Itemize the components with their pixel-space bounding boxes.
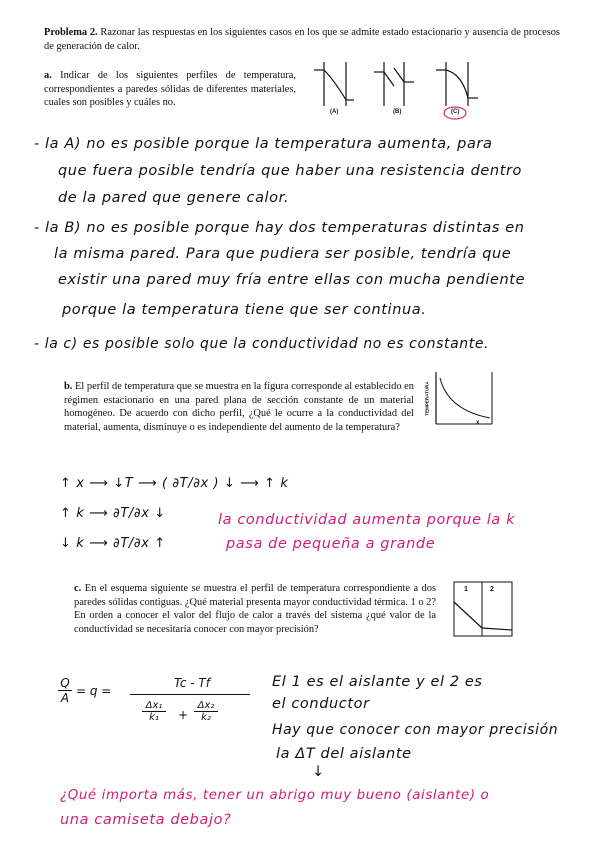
part-a-text: Indicar de los siguientes perfiles de temperatura, correspondientes a paredes sólidas de diferentes materiales, cuales son posibles y cuáles no. — [44, 70, 296, 109]
formula-plus: + — [178, 708, 189, 722]
part-c-letter: c. — [74, 583, 82, 594]
profile-c — [436, 62, 478, 106]
part-c-text: En el esquema siguiente se muestra el perfil de temperatura correspondiente a dos paredes sólidas contiguas. ¿Qué material presenta mayor conductividad térmica. 1 o 2? En orden a conocer el valor del flujo de calor a través del sistema ¿qué valor de la conductividad se necesitaría conocer con mayor precisión? — [74, 583, 436, 635]
part-a-figure — [312, 58, 492, 120]
fig-label-a: (A) — [330, 109, 339, 115]
answer-a-line-1: - la A) no es posible porque la temperatura aumenta, para — [34, 136, 493, 152]
answer-c-line-2: el conductor — [272, 696, 370, 712]
part-b-letter: b. — [64, 381, 73, 392]
question-c-line-1: ¿Qué importa más, tener un abrigo muy bueno (aislante) o — [60, 788, 490, 803]
work-b-line-1: ↑ x ⟶ ↓T ⟶ ( ∂T/∂x ) ↓ ⟶ ↑ k — [60, 476, 289, 491]
work-b-line-3: ↓ k ⟶ ∂T/∂x ↑ — [60, 536, 166, 551]
part-c-question — [74, 582, 436, 636]
temperature-profile — [454, 602, 512, 630]
part-b-text: El perfil de temperatura que se muestra en la figura corresponde al establecido en régimen estacionario en una pared plana de sección constante de un material homogéneo. De acuerdo con dicho perfil, ¿Qué le ocurre a la conductividad del material, aumenta, disminuye o es independiente del aumento de la temperatura? — [64, 381, 414, 433]
problem-intro — [44, 26, 560, 53]
formula-k1: k₁ — [149, 712, 159, 723]
part-c-figure — [452, 580, 516, 640]
fig-label-b: (B) — [393, 109, 402, 115]
part-b-figure — [428, 368, 500, 428]
region-2-label: 2 — [490, 586, 494, 593]
problem-heading: Problema 2. — [44, 27, 98, 38]
answer-a-line-5: la misma pared. Para que pudiera ser posible, tendría que — [54, 246, 512, 262]
temperature-curve — [440, 378, 490, 418]
answer-a-line-3: de la pared que genere calor. — [58, 190, 290, 206]
part-a-question — [44, 69, 296, 110]
answer-a-line-2: que fuera posible tendría que haber una resistencia dentro — [58, 163, 523, 179]
part-b-axis-label: TEMPERATURA — [424, 381, 430, 416]
work-b-line-2: ↑ k ⟶ ∂T/∂x ↓ — [60, 506, 166, 521]
answer-a-line-6: existir una pared muy fría entre ellas con mucha pendiente — [58, 272, 526, 288]
formula-q: Q — [58, 676, 72, 691]
answer-c-line-3: Hay que conocer con mayor precisión — [272, 722, 559, 738]
formula-k2: k₂ — [201, 712, 211, 723]
part-a-letter: a. — [44, 70, 52, 81]
part-b-x-label: x — [476, 420, 480, 426]
formula-eq: = q = — [76, 684, 112, 698]
formula-numerator: Tc - Tf — [174, 676, 210, 690]
answer-c-line-4: la ΔT del aislante — [276, 746, 412, 762]
answer-c-arrow: ↓ — [312, 764, 325, 780]
part-b-question — [64, 380, 414, 434]
answer-a-line-7: porque la temperatura tiene que ser continua. — [62, 302, 427, 318]
fig-label-c: (C) — [451, 109, 460, 115]
profile-a — [314, 62, 354, 106]
formula — [58, 676, 238, 736]
formula-dx1: Δx₁ — [142, 700, 166, 712]
formula-dx2: Δx₂ — [194, 700, 218, 712]
formula-a: A — [60, 691, 70, 705]
answer-a-line-4: - la B) no es posible porque hay dos temperaturas distintas en — [34, 220, 525, 236]
question-c-line-2: una camiseta debajo? — [60, 812, 232, 828]
profile-b — [374, 62, 414, 106]
answer-c-line-1: El 1 es el aislante y el 2 es — [272, 674, 483, 690]
answer-a-line-8: - la c) es posible solo que la conductividad no es constante. — [34, 336, 490, 352]
answer-b-line-2: pasa de pequeña a grande — [226, 536, 436, 552]
answer-b-line-1: la conductividad aumenta porque la k — [218, 512, 516, 528]
problem-intro-text: Razonar las respuestas en los siguientes casos en los que se admite estado estacionario y ausencia de procesos de generación de calor. — [44, 27, 560, 52]
region-1-label: 1 — [464, 586, 468, 593]
